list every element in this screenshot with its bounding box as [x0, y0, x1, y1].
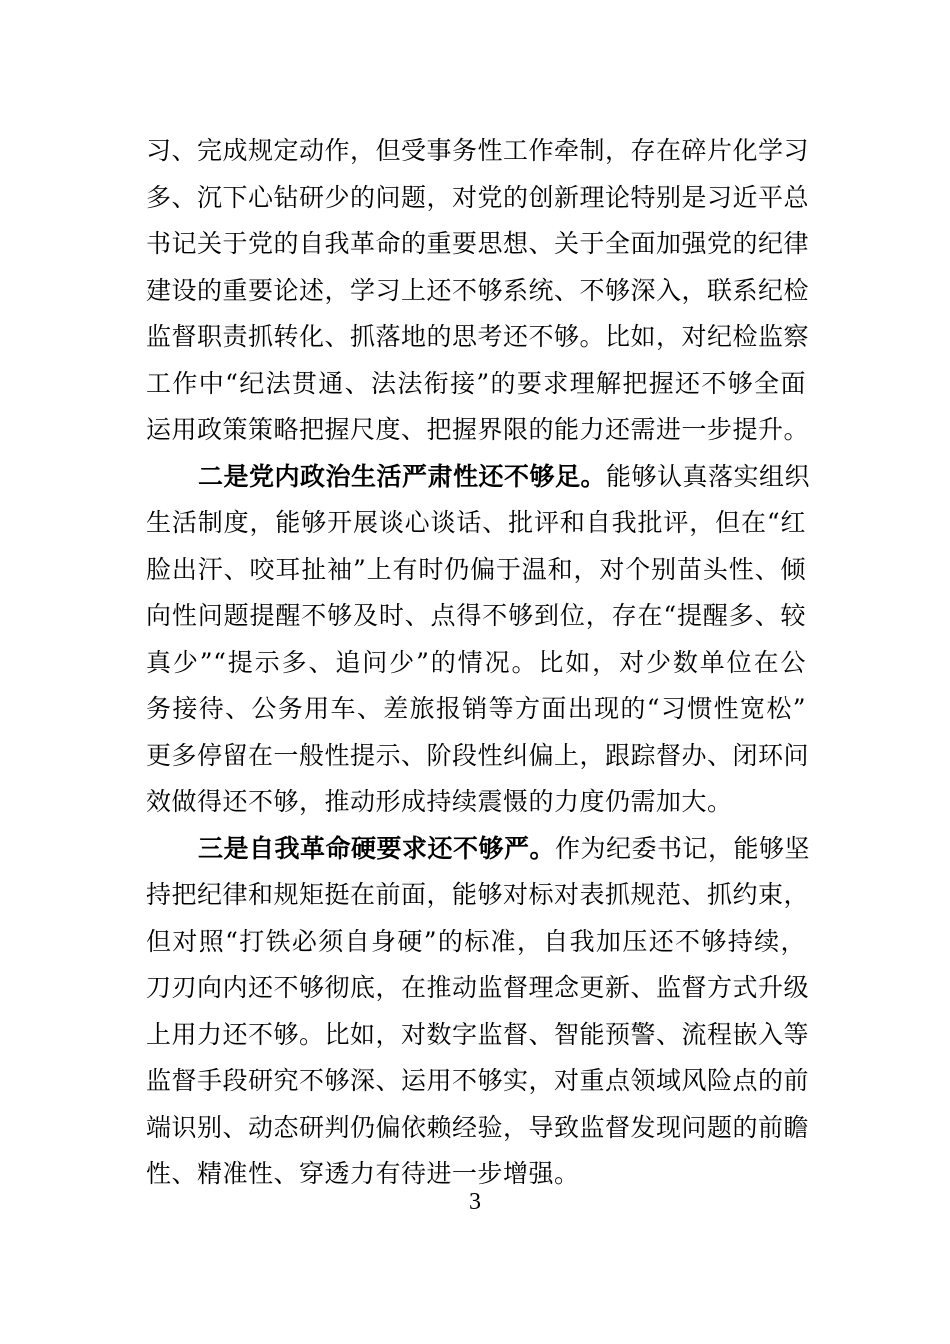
paragraph-2-line: 务接待、公务用车、差旅报销等方面出现的“习惯性宽松” [146, 694, 806, 723]
paragraph-3-line: 端识别、动态研判仍偏依赖经验，导致监督发现问题的前瞻 [146, 1112, 810, 1142]
paragraph-1-line: 多、沉下心钻研少的问题，对党的创新理论特别是习近平总 [146, 182, 810, 212]
paragraph-3-heading: 三是自我革命硬要求还不够严。 [198, 833, 556, 863]
body-text [146, 128, 811, 1198]
paragraph-2-line: 脸出汗、咬耳扯袖”上有时仍偏于温和，对个别苗头性、倾 [146, 554, 806, 584]
paragraph-2-first-line [146, 454, 811, 501]
paragraph-2-heading: 二是党内政治生活严肃性还不够足。 [198, 461, 607, 491]
page-number: 3 [469, 1189, 481, 1215]
paragraph-2-first-line-text: 能够认真落实组织 [606, 461, 811, 491]
paragraph-3-first-line [146, 826, 811, 873]
paragraph-3-line: 刀刃向内还不够彻底，在推动监督理念更新、监督方式升级 [146, 973, 810, 1002]
paragraph-3-line: 但对照“打铁必须自身硬”的标准，自我加压还不够持续， [146, 926, 806, 956]
paragraph-3-line: 性、精准性、穿透力有待进一步增强。 [146, 1159, 580, 1188]
paragraph-1-line: 建设的重要论述，学习上还不够系统、不够深入，联系纪检 [146, 275, 810, 305]
paragraph-2-line: 真少”“提示多、追问少”的情况。比如，对少数单位在公 [146, 647, 806, 677]
paragraph-2-line: 效做得还不够，推动形成持续震慑的力度仍需加大。 [146, 787, 733, 816]
paragraph-1-line: 书记关于党的自我革命的重要思想、关于全面加强党的纪律 [146, 229, 810, 258]
paragraph-3-first-line-text: 作为纪委书记，能够坚 [555, 833, 811, 863]
paragraph-1-line: 监督职责抓转化、抓落地的思考还不够。比如，对纪检监察 [146, 322, 810, 351]
paragraph-3-line: 上用力还不够。比如，对数字监督、智能预警、流程嵌入等 [146, 1019, 810, 1049]
paragraph-3-line: 持把纪律和规矩挺在前面，能够对标对表抓规范、抓约束， [146, 880, 810, 909]
paragraph-3-line: 监督手段研究不够深、运用不够实，对重点领域风险点的前 [146, 1066, 810, 1095]
paragraph-2-line: 向性问题提醒不够及时、点得不够到位，存在“提醒多、较 [146, 601, 806, 630]
paragraph-1-line: 运用政策策略把握尺度、把握界限的能力还需进一步提升。 [146, 415, 810, 444]
paragraph-1-line: 工作中“纪法贯通、法法衔接”的要求理解把握还不够全面 [146, 368, 806, 398]
paragraph-2-line: 更多停留在一般性提示、阶段性纠偏上，跟踪督办、闭环问 [146, 740, 810, 770]
paragraph-2-line: 生活制度，能够开展谈心谈话、批评和自我批评，但在“红 [146, 508, 806, 537]
paragraph-1-line: 习、完成规定动作，但受事务性工作牵制，存在碎片化学习 [146, 136, 810, 165]
